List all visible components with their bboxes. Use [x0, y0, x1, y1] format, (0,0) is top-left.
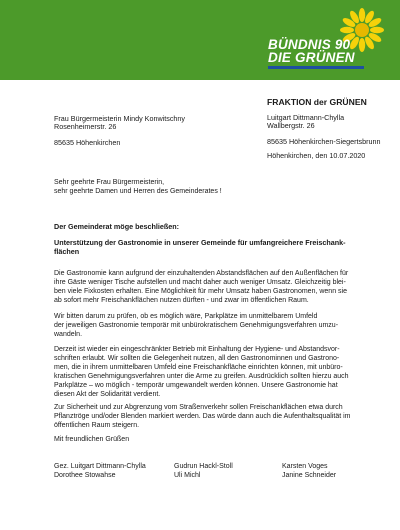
paragraph-line: Derzeit ist wieder ein eingeschränkter Betrieb mit Einhaltung der Hygiene- und Abstandsvor- — [54, 346, 340, 353]
paragraph-line: kratischen Genehmigungsverfahren unter die Arme zu greifen. Ausdrücklich sollten hierzu auch — [54, 372, 349, 380]
signature-name: Uli Michl — [174, 472, 201, 479]
resolution-heading: Der Gemeinderat möge beschließen: — [54, 222, 180, 231]
paragraph-line: öffentlichen Raum steigern. — [54, 421, 140, 429]
party-logo — [266, 8, 386, 74]
paragraph-line: wandeln. — [54, 330, 83, 338]
signature-column-1 — [54, 462, 146, 480]
logo-line-2: DIE GRÜNEN — [268, 50, 355, 65]
recipient-name: Frau Bürgermeisterin Mindy Konwitschny — [54, 114, 186, 123]
paragraph-line: Pflanztröge und/oder Blenden markiert werden. Das würde dann auch die Aufenthaltsqualität im — [54, 412, 351, 420]
paragraph-line: ihre Gäste weniger Tische aufstellen und macht daher auch weniger Umsatz. Gleichzeitig blei- — [54, 278, 346, 286]
paragraph-2 — [54, 313, 374, 340]
signature-name: Gez. Luitgart Dittmann-Chylla — [54, 463, 146, 470]
signature-name: Janine Schneider — [282, 472, 337, 479]
paragraph-line: der jeweiligen Gastronomie temporär mit unbürokratischem Genehmigungsverfahren umzu- — [54, 321, 339, 329]
sender-city: 85635 Höhenkirchen-Siegertsbrunn — [267, 137, 381, 146]
signature-column-2 — [174, 462, 233, 480]
paragraph-line: Wir bitten darum zu prüfen, ob es möglich wäre, Parkplätze im unmittelbarem Umfeld — [54, 313, 318, 320]
sender-name: Luitgart Dittmann-Chylla — [267, 113, 345, 122]
paragraph-line: schriften erlaubt. Wir sollten die Gelegenheit nutzen, all den Gastronominnen und Gastrono- — [54, 354, 340, 362]
salutation-line: Sehr geehrte Frau Bürgermeisterin, — [54, 179, 165, 186]
logo-line-1: BÜNDNIS 90 — [268, 37, 351, 52]
paragraph-3 — [54, 346, 374, 399]
paragraph-line: ben viele Fixkosten erhalten. Eine Möglichkeit für mehr Umsatz haben Gastronomen, wenn sie — [54, 287, 347, 295]
logo-underline — [268, 66, 364, 69]
subject-line: flächen — [54, 247, 80, 256]
salutation — [54, 179, 374, 197]
signature-name: Dorothee Stowahse — [54, 472, 116, 479]
sender-street: Wallbergstr. 26 — [267, 121, 315, 130]
subject-line: Unterstützung der Gastronomie in unserer Gemeinde für umfangreichere Freischank- — [54, 238, 346, 247]
paragraph-line: Zur Sicherheit und zur Abgrenzung vom Straßenverkehr sollen Freischankflächen etwa durch — [54, 404, 343, 411]
paragraph-line: ab sofort mehr Freischankflächen nutzen dürften - und zwar im öffentlichen Raum. — [54, 296, 309, 304]
salutation-line: sehr geehrte Damen und Herren des Gemeinderates ! — [54, 187, 222, 195]
sender-title: FRAKTION der GRÜNEN — [267, 97, 367, 107]
signature-name: Gudrun Hackl-Stoll — [174, 463, 233, 470]
signature-name: Karsten Voges — [282, 463, 328, 470]
paragraph-line: diesen Akt der Solidarität verdient. — [54, 390, 161, 398]
subject — [54, 238, 374, 256]
recipient-city: 85635 Höhenkirchen — [54, 138, 121, 147]
paragraph-line: Die Gastronomie kann aufgrund der einzuhaltenden Abstandsflächen auf den Außenflächen für — [54, 270, 349, 277]
letter-date: Höhenkirchen, den 10.07.2020 — [267, 151, 366, 160]
signature-column-3 — [282, 462, 336, 480]
logo-wordmark — [268, 38, 355, 64]
paragraph-1 — [54, 270, 374, 306]
paragraph-line: Parkplätze – wo möglich - temporär umgewandelt werden können. Unsere Gastronomie hat — [54, 381, 338, 389]
paragraph-4 — [54, 404, 374, 431]
paragraph-line: men, die in ihrem unmittelbaren Umfeld eine Freischankfläche einrichten können, mit unbüro- — [54, 363, 343, 371]
header-banner — [0, 0, 400, 80]
closing-greeting: Mit freundlichen Grüßen — [54, 436, 130, 443]
recipient-street: Rosenheimerstr. 26 — [54, 122, 117, 131]
